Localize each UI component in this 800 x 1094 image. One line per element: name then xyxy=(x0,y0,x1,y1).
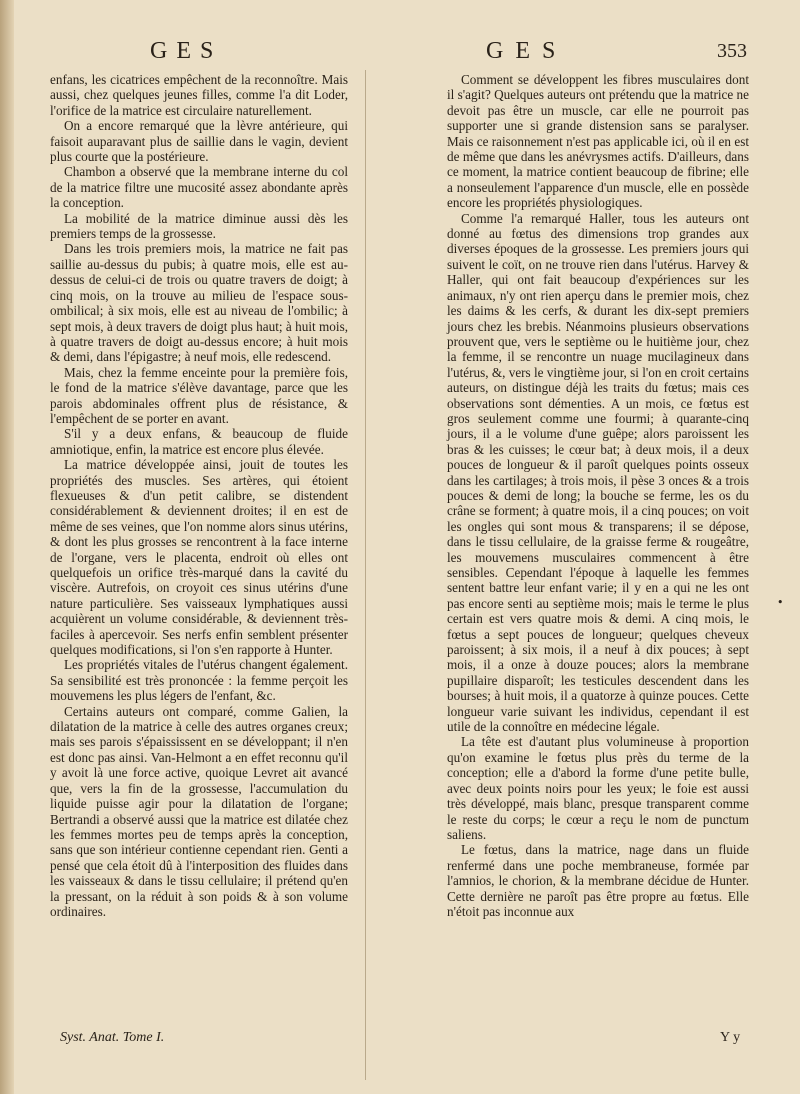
margin-dot: • xyxy=(777,596,784,609)
paragraph: La matrice développée ainsi, jouit de toutes les propriétés des muscles. Ses artères, qui étoient flexueuses & d'un petit calibre, se distendent considérablement & deviennent droites; il en est de même de ses veines, que l'on nomme alors sinus utérins, & dont les plus grosses se rencontrent à la face interne de l'organe, vers le placenta, endroit où elles ont quelquefois un orifice très-marqué dans la cavité du viscère. Autrefois, on croyoit ces sinus utérins d'une nature particulière. Ses vaisseaux lymphatiques aussi acquièrent un volume considérable, & deviennent très-faciles à apercevoir. Ses nerfs enfin semblent présenter quelques modifications, si l'on s'en rapporte à Hunter. xyxy=(50,457,348,658)
paragraph: Certains auteurs ont comparé, comme Galien, la dilatation de la matrice à celle des autres organes creux; mais ses parois s'épaississent en se développant; il n'en est donc pas ainsi. Van-Helmont a en effet reconnu qu'il y avoit là une force active, quoique Levret ait avancé que, vers la fin de la grossesse, l'accumulation du liquide puisse agir pour la dilatation de l'organe; Bertrandi a observé aussi que la matrice est dilatée chez les femmes mortes peu de temps après la conception, sans que son intérieur contienne cependant rien. Genti a pensé que cela étoit dû à l'interposition des fluides dans les vaisseaux & dans le tissu cellulaire; il prétend qu'en la pressant, on la réduit à son poids & à son volume ordinaires. xyxy=(50,703,348,919)
signature-line: Syst. Anat. Tome I. xyxy=(60,1030,165,1045)
signature-mark: Y y xyxy=(720,1030,741,1045)
running-header xyxy=(0,38,800,68)
left-text-column xyxy=(50,72,348,919)
page-gutter-shadow xyxy=(0,0,14,1094)
right-text-column xyxy=(447,72,749,919)
paragraph: Le fœtus, dans la matrice, nage dans un fluide renfermé dans une poche membraneuse, formée par l'amnios, le chorion, & la membrane décidue de Hunter. Cette dernière ne paroît pas être propre au fœtus. Elle n'étoit pas inconnue aux xyxy=(447,842,749,919)
paragraph: Comment se développent les fibres musculaires dont il s'agit? Quelques auteurs ont prétendu que la matrice ne devoit pas être un muscle, car elle ne pourroit pas supporter une si grande distension sans se paralyser. Mais ce raisonnement n'est pas applicable ici, où il en est de même que dans les anévrysmes actifs. D'ailleurs, dans ce moment, la matrice contient beaucoup de fibrine; elle a nonseulement l'apparence d'un muscle, elle en possède encore les propriétés physiologiques. xyxy=(447,72,749,211)
paragraph: La mobilité de la matrice diminue aussi dès les premiers temps de la grossesse. xyxy=(50,210,348,242)
page-number: 353 xyxy=(717,40,747,62)
paragraph: Chambon a observé que la membrane interne du col de la matrice filtre une mucosité assez abondante après la conception. xyxy=(50,164,348,211)
paragraph: On a encore remarqué que la lèvre antérieure, qui faisoit auparavant plus de saillie dans le vagin, devient plus courte que la postérieure. xyxy=(50,118,348,165)
paragraph: S'il y a deux enfans, & beaucoup de fluide amniotique, enfin, la matrice est encore plus élevée. xyxy=(50,426,348,457)
paragraph: enfans, les cicatrices empêchent de la reconnoître. Mais aussi, chez quelques jeunes filles, comme l'a dit Loder, l'orifice de la matrice est circulaire naturellement. xyxy=(50,72,348,118)
paragraph: Comme l'a remarqué Haller, tous les auteurs ont donné au fœtus des dimensions trop grandes aux diverses époques de la grossesse. Les premiers jours qui suivent le coït, on ne trouve rien dans l'utérus. Harvey & Haller, qui ont fait beaucoup d'expériences sur les animaux, n'y ont rien aperçu dans le premier mois, chez les daims & les cerfs, & durant les dix-sept premiers jours chez les brebis. Néanmoins plusieurs observations prouvent que, vers le septième ou le huitième jour, chez la femme, il se rencontre un nuage mucilagineux dans l'utérus, &, vers le vingtième jour, si l'on en croit certains auteurs, on distingue déjà les traits du fœtus; mais ces observations sont démenties. A un mois, ce fœtus est gros seulement comme une fourmi; à quarante-cinq jours, il a le volume d'une guêpe; alors paroissent les bras & les cuisses; le cœur bat; à deux mois, il a deux pouces de longueur & il paroît quelques points osseux dans les cartilages; à trois mois, il pèse 3 onces & a trois pouces & demi de long; la bouche se ferme, les os du crâne se forment; à quatre mois, il a cinq pouces; on voit les ongles qui sont mous & transparens; il se dépose, dans le tissu cellulaire, de la graisse ferme & rougeâtre, les mouvemens musculaires commencent à être sensibles. Cependant l'époque à laquelle les femmes sentent battre leur enfant varie; il y en a qui ne les ont pas encore senti au septième mois; mais le terme le plus certain est vers quatre mois & demi. A cinq mois, le fœtus a sept pouces de longueur; quelques cheveux paroissent; à six mois, il a neuf à dix pouces; à sept mois, il a onze à douze pouces; alors la membrane pupillaire disparoît; les testicules descendent dans les bourses; à huit mois, il a quatorze à quinze pouces. Cette longueur varie suivant les individus, cependant il est utile de la connoître en médecine légale. xyxy=(447,210,749,735)
paragraph: Mais, chez la femme enceinte pour la première fois, le fond de la matrice s'élève davantage, parce que les parois abdominales offrent plus de résistance, & l'empêchent de se porter en avant. xyxy=(50,364,348,426)
paragraph: Les propriétés vitales de l'utérus changent également. Sa sensibilité est très prononcée : la femme perçoit les mouvemens les plus légers de l'enfant, &c. xyxy=(50,657,348,704)
header-right-title: GES xyxy=(486,38,568,64)
header-left-title: GES xyxy=(150,38,223,64)
paragraph: Dans les trois premiers mois, la matrice ne fait pas saillie au-dessus du pubis; à quatre mois, elle est au-dessus de celui-ci de trois ou quatre travers de doigt; à cinq mois, on la trouve au milieu de l'espace sous-ombilical; à six mois, elle est au niveau de l'ombilic; à sept mois, à deux travers de doigt plus haut; à huit mois, à quatre travers de doigt au-dessus encore; à huit mois & demi, dans l'épigastre; à neuf mois, elle redescend. xyxy=(50,241,348,365)
paragraph: La tête est d'autant plus volumineuse à proportion qu'on examine le fœtus plus près du terme de la conception; elle a d'abord la forme d'une petite bulle, avec deux points noirs pour les yeux; le foie est aussi très développé, mais blanc, presque transparent comme le reste du corps; le cœur a reçu le nom de punctum saliens. xyxy=(447,734,749,842)
column-divider xyxy=(365,70,366,1080)
